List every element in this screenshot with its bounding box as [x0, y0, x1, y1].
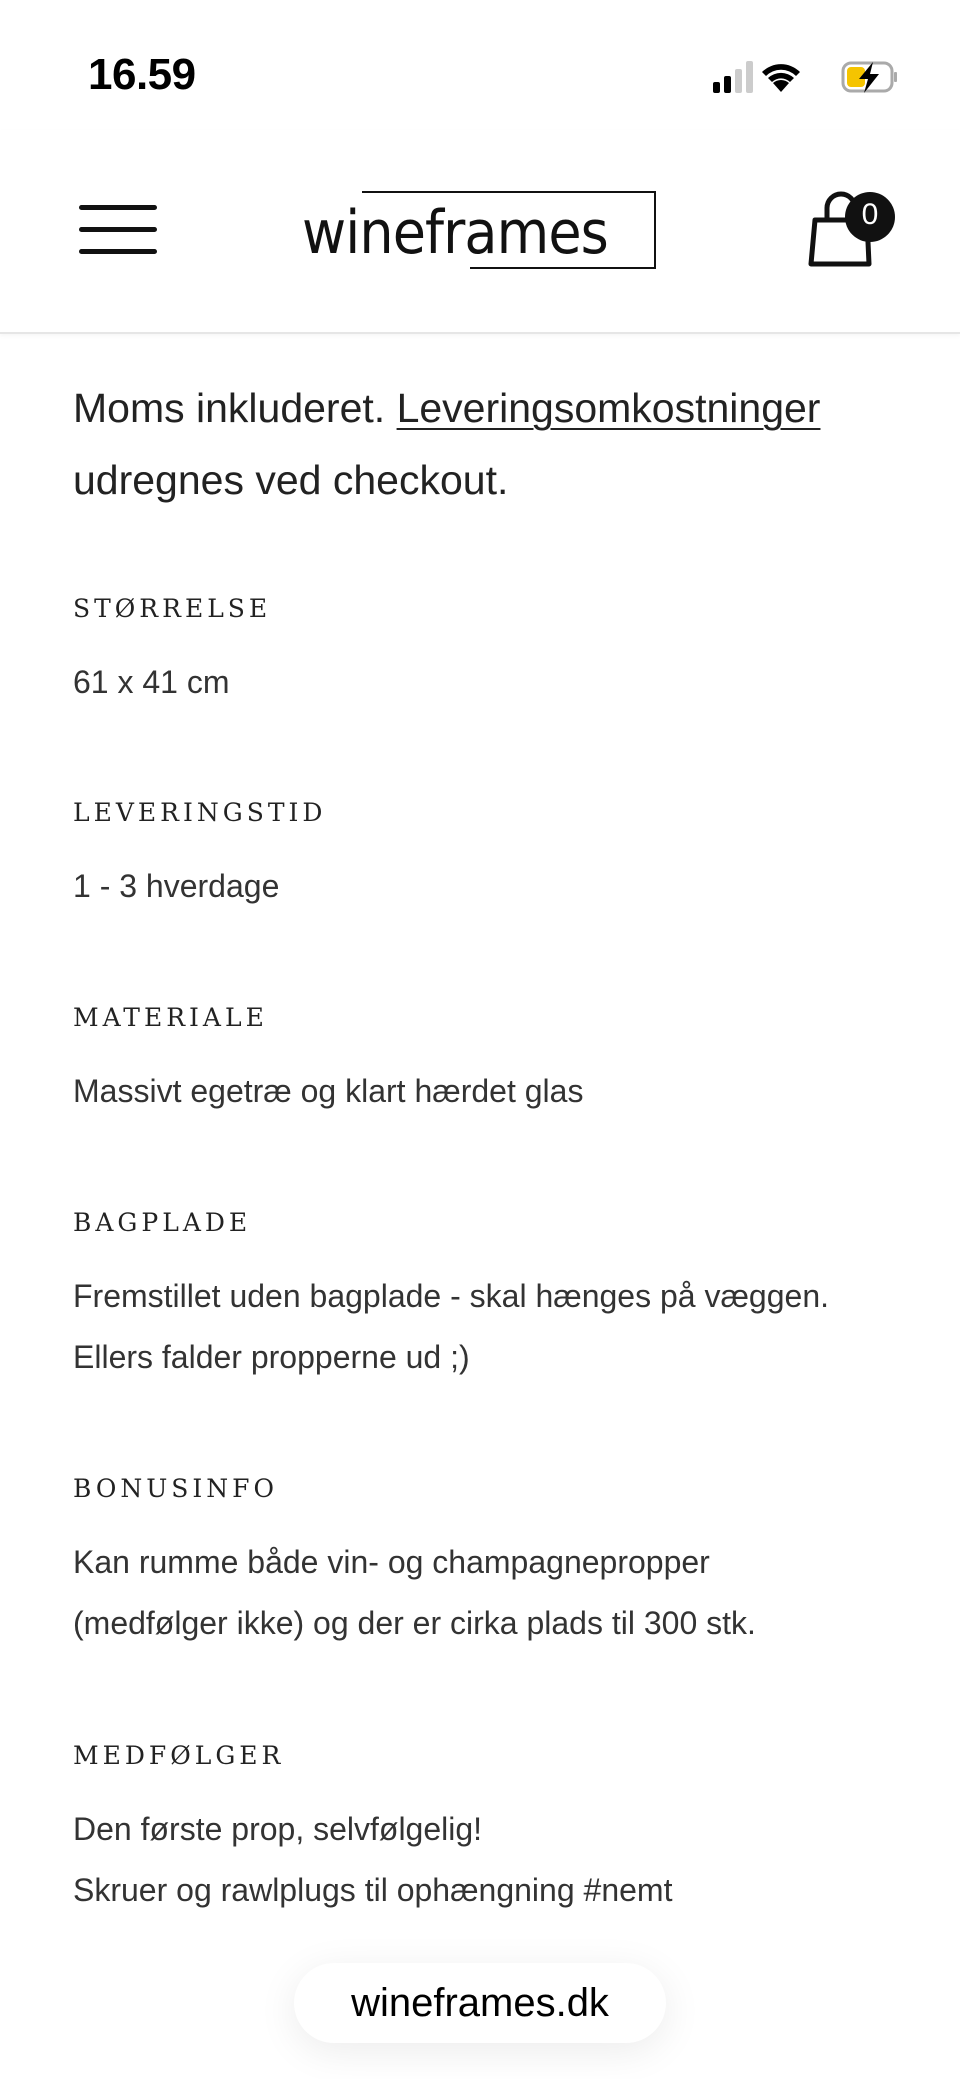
cart-count-badge: 0	[861, 198, 879, 231]
tax-note-text: Moms inkluderet.	[73, 385, 397, 431]
spec-value-size: 61 x 41 cm	[73, 664, 230, 700]
spec-label-material: MATERIALE	[73, 1003, 268, 1032]
spec-label-included: MEDFØLGER	[73, 1741, 285, 1770]
checkout-note-text: udregnes ved checkout.	[73, 457, 509, 503]
menu-icon	[79, 205, 157, 210]
spec-value-backplate-2: Ellers falder propperne ud ;)	[73, 1339, 470, 1375]
spec-label-size: STØRRELSE	[73, 594, 272, 623]
menu-icon-bar	[79, 249, 157, 254]
status-time: 16.59	[88, 50, 196, 99]
wifi-icon	[762, 64, 800, 92]
cart-button[interactable]	[805, 190, 900, 270]
spec-value-backplate-1: Fremstillet uden bagplade - skal hænges på væggen.	[73, 1278, 829, 1314]
spec-label-backplate: BAGPLADE	[73, 1208, 252, 1237]
spec-value-included-1: Den første prop, selvfølgelig!	[73, 1811, 483, 1847]
signal-icon	[713, 61, 753, 93]
spec-value-material: Massivt egetræ og klart hærdet glas	[73, 1073, 584, 1109]
menu-icon-bar	[79, 227, 157, 232]
spec-value-bonus-1: Kan rumme både vin- og champagnepropper	[73, 1544, 710, 1580]
url-text: wineframes.dk	[351, 1980, 609, 2025]
spec-label-delivery: LEVERINGSTID	[73, 798, 327, 827]
status-icons	[713, 58, 913, 96]
spec-label-bonus: BONUSINFO	[73, 1474, 278, 1503]
battery-charging-icon	[843, 62, 897, 93]
spec-value-included-2: Skruer og rawlplugs til ophængning #nemt	[73, 1872, 673, 1908]
site-logo[interactable]	[300, 190, 660, 270]
shipping-costs-link[interactable]: Leveringsomkostninger	[396, 385, 821, 431]
menu-button[interactable]	[79, 205, 157, 255]
spec-value-bonus-2: (medfølger ikke) og der er cirka plads til 300 stk.	[73, 1605, 756, 1641]
logo-text: wineframes	[302, 198, 608, 268]
spec-value-delivery: 1 - 3 hverdage	[73, 868, 280, 904]
url-bar-pill[interactable]	[294, 1963, 666, 2043]
tax-shipping-note	[73, 372, 893, 516]
